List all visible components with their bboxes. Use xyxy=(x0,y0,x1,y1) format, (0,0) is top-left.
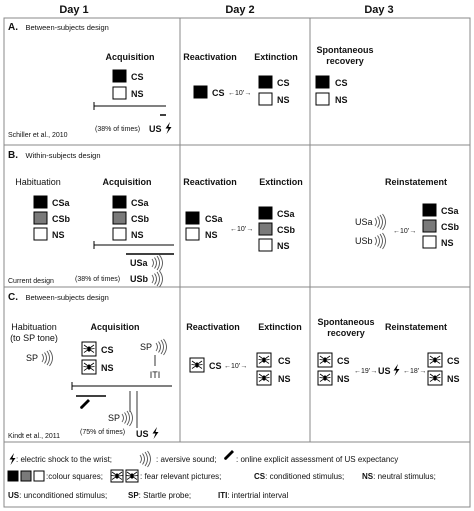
panel-b-reinst-usa-sound-icon xyxy=(375,214,386,230)
legend-cs-entry xyxy=(254,472,344,481)
panel-c-acq-sp2-sound-icon xyxy=(122,410,133,426)
panel-b-reinst-csa-label: CSa xyxy=(441,206,459,216)
panel-b-ext-csb-label: CSb xyxy=(277,225,295,235)
panel-b-habituation-label: Habituation xyxy=(15,177,61,187)
legend-iti-term: ITI xyxy=(218,491,228,500)
panel-b-ext-csb-square xyxy=(259,223,272,235)
panel-b-usa-label: USa xyxy=(130,258,148,268)
legend-shock-text: : electric shock to the wrist; xyxy=(16,455,113,464)
panel-a-us-label: US xyxy=(149,124,162,134)
legend-pictures-text: : fear relevant pictures; xyxy=(140,472,222,481)
panel-c-iti-label: ITI xyxy=(149,370,161,380)
legend-pencil-icon xyxy=(224,450,234,460)
panel-a-acq-cs-square xyxy=(113,70,126,82)
panel-a-percent: (38% of times) xyxy=(95,126,141,133)
panel-a-ext-ns-square xyxy=(259,93,272,105)
panel-b-reinst-ns-label: NS xyxy=(441,238,454,248)
panel-a-shock-icon xyxy=(166,122,172,134)
panel-b-ext-csa-label: CSa xyxy=(277,209,295,219)
panel-b-hab-csa-square xyxy=(34,196,47,208)
legend-us-text: : unconditioned stimulus; xyxy=(19,491,108,500)
panel-c-citation: Kindt et al., 2011 xyxy=(8,433,61,440)
panel-b-acq-ns-square xyxy=(113,228,126,240)
legend-ns-term: NS xyxy=(362,472,374,481)
panel-a-design: Between-subjects design xyxy=(25,23,109,32)
panel-a-title: A. xyxy=(8,22,18,33)
panel-b-acq-csa-label: CSa xyxy=(131,198,149,208)
panel-b-hab-ns-label: NS xyxy=(52,230,65,240)
panel-c-spont-ns-label: NS xyxy=(337,374,350,384)
panel-b-reactivation-label: Reactivation xyxy=(183,177,237,187)
panel-a-ext-cs-label: CS xyxy=(277,78,290,88)
panel-c-interval-18: ←18’→ xyxy=(403,368,427,375)
legend-ns-entry xyxy=(362,472,436,481)
panel-c-acq-sp-sound-icon xyxy=(156,339,167,355)
panel-c-title: C. xyxy=(8,292,18,303)
panel-a-react-cs-label: CS xyxy=(212,88,225,98)
panel-c-spontaneous-label-2: recovery xyxy=(327,328,365,338)
legend-sound-icon xyxy=(140,451,151,467)
day-1-header: Day 1 xyxy=(59,4,89,16)
day-3-header: Day 3 xyxy=(364,4,394,16)
legend-ns-text: : neutral stimulus; xyxy=(373,472,436,481)
panel-b-react-ns-square xyxy=(186,228,199,240)
panel-b-usb-sound-icon xyxy=(152,271,163,287)
panel-b-hab-csb-label: CSb xyxy=(52,214,70,224)
panel-b-reinst-ns-square xyxy=(423,236,436,248)
panel-a-spont-cs-square xyxy=(316,76,329,88)
panel-b-acq-csb-square xyxy=(113,212,126,224)
panel-b-hab-ns-square xyxy=(34,228,47,240)
panel-a-spont-ns-label: NS xyxy=(335,95,348,105)
panel-c-reinst-us-label: US xyxy=(378,366,391,376)
panel-a-spontaneous-label-1: Spontaneous xyxy=(316,45,374,55)
legend-us-term: US xyxy=(8,491,20,500)
panel-a-ext-ns-label: NS xyxy=(277,95,290,105)
panel-b-react-ns-label: NS xyxy=(205,230,218,240)
legend-cs-term: CS xyxy=(254,472,266,481)
panel-b-usb-label: USb xyxy=(130,274,148,284)
panel-c-acq-cs-label: CS xyxy=(101,345,114,355)
panel-a-acq-ns-label: NS xyxy=(131,89,144,99)
panel-c-percent: (75% of times) xyxy=(80,429,126,436)
panel-a-acq-ns-square xyxy=(113,87,126,99)
panel-b-extinction-label: Extinction xyxy=(259,177,303,187)
panel-c-us-label: US xyxy=(136,429,149,439)
panel-b-reinst-csa-square xyxy=(423,204,436,216)
panel-b-acq-csb-label: CSb xyxy=(131,214,149,224)
panel-b-usa-sound-icon xyxy=(152,255,163,271)
legend-white-square xyxy=(34,471,44,481)
panel-c-interval-day2: ←10’→ xyxy=(224,363,248,370)
legend-sound-text: : aversive sound; xyxy=(156,455,217,464)
panel-b-design: Within-subjects design xyxy=(25,151,101,160)
panel-b-hab-csa-label: CSa xyxy=(52,198,70,208)
panel-b-react-csa-label: CSa xyxy=(205,214,223,224)
panel-c-extinction-label: Extinction xyxy=(258,322,302,332)
panel-b-interval-day3: ←10’→ xyxy=(393,228,417,235)
panel-c-acq-sp2-label: SP xyxy=(108,413,121,423)
panel-b-react-csa-square xyxy=(186,212,199,224)
panel-c-reactivation-label: Reactivation xyxy=(186,322,240,332)
panel-b-hab-csb-square xyxy=(34,212,47,224)
panel-b-interval-day2: ←10’→ xyxy=(230,226,254,233)
panel-c-design: Between-subjects design xyxy=(25,293,109,302)
panel-c-acq-ns-label: NS xyxy=(101,363,114,373)
panel-c-spontaneous-label-1: Spontaneous xyxy=(317,317,375,327)
legend-pencil-text: : online explicit assessment of US expectancy xyxy=(236,455,399,464)
panel-c-react-cs-label: CS xyxy=(209,361,222,371)
panel-c-habituation-label-1: Habituation xyxy=(11,322,57,332)
panel-a-acq-cs-label: CS xyxy=(131,72,144,82)
panel-c-reinst-cs-label: CS xyxy=(447,356,460,366)
panel-b-reinstatement-label: Reinstatement xyxy=(384,177,448,187)
panel-c-interval-19: ←19’→ xyxy=(354,368,378,375)
panel-a-reactivation-label: Reactivation xyxy=(183,52,237,62)
panel-a-spont-ns-square xyxy=(316,93,329,105)
panel-c-reinst-shock-icon xyxy=(394,364,400,376)
panel-c-spont-cs-label: CS xyxy=(337,356,350,366)
panel-a-react-cs-square xyxy=(194,86,207,98)
legend-black-square xyxy=(8,471,18,481)
panel-c-shock-icon xyxy=(153,427,159,439)
panel-c-reinst-ns-label: NS xyxy=(447,374,460,384)
panel-c-hab-sp-label: SP xyxy=(26,353,39,363)
panel-c-acquisition-label: Acquisition xyxy=(90,322,140,332)
panel-a-extinction-label: Extinction xyxy=(254,52,298,62)
legend-shock-icon xyxy=(10,453,16,465)
panel-c-hab-sp-sound-icon xyxy=(42,350,53,366)
panel-a-acquisition-label: Acquisition xyxy=(105,52,155,62)
panel-b-title: B. xyxy=(8,150,18,161)
legend-squares-text: :colour squares; xyxy=(46,472,103,481)
panel-b-reinst-csb-square xyxy=(423,220,436,232)
day-2-header: Day 2 xyxy=(225,4,255,16)
panel-a-spontaneous-label-2: recovery xyxy=(326,56,364,66)
legend-sp-text: : Startle probe; xyxy=(138,491,192,500)
legend-gray-square xyxy=(21,471,31,481)
panel-b-acq-csa-square xyxy=(113,196,126,208)
pencil-icon xyxy=(80,399,90,409)
legend-iti-text: : intertrial interval xyxy=(227,491,289,500)
legend-iti-entry xyxy=(218,491,288,500)
panel-b-reinst-usb-sound-icon xyxy=(375,233,386,249)
panel-a-spont-cs-label: CS xyxy=(335,78,348,88)
legend-sp-entry xyxy=(128,491,191,500)
panel-b-acquisition-label: Acquisition xyxy=(102,177,152,187)
panel-a-interval: ←10’→ xyxy=(228,90,252,97)
panel-c-ext-ns-label: NS xyxy=(278,374,291,384)
panel-b-percent: (38% of times) xyxy=(75,276,121,283)
panel-b-header xyxy=(8,145,101,162)
panel-b-reinst-usb-label: USb xyxy=(355,236,373,246)
panel-a-citation: Schiller et al., 2010 xyxy=(8,132,68,139)
panel-a-ext-cs-square xyxy=(259,76,272,88)
panel-c-habituation-label-2: (to SP tone) xyxy=(10,333,58,343)
panel-c-reinstatement-label: Reinstatement xyxy=(384,322,448,332)
panel-c-acq-sp-label: SP xyxy=(140,342,153,352)
panel-b-ext-csa-square xyxy=(259,207,272,219)
panel-b-ext-ns-square xyxy=(259,239,272,251)
legend-us-entry xyxy=(8,491,107,500)
legend-sp-term: SP xyxy=(128,491,139,500)
panel-c-header xyxy=(8,287,109,304)
panel-c-ext-cs-label: CS xyxy=(278,356,291,366)
panel-b-citation: Current design xyxy=(8,278,54,285)
legend-cs-text: : conditioned stimulus; xyxy=(265,472,345,481)
panel-b-ext-ns-label: NS xyxy=(277,241,290,251)
panel-b-reinst-csb-label: CSb xyxy=(441,222,459,232)
panel-a-header xyxy=(8,17,109,34)
panel-b-acq-ns-label: NS xyxy=(131,230,144,240)
panel-b-reinst-usa-label: USa xyxy=(355,217,373,227)
